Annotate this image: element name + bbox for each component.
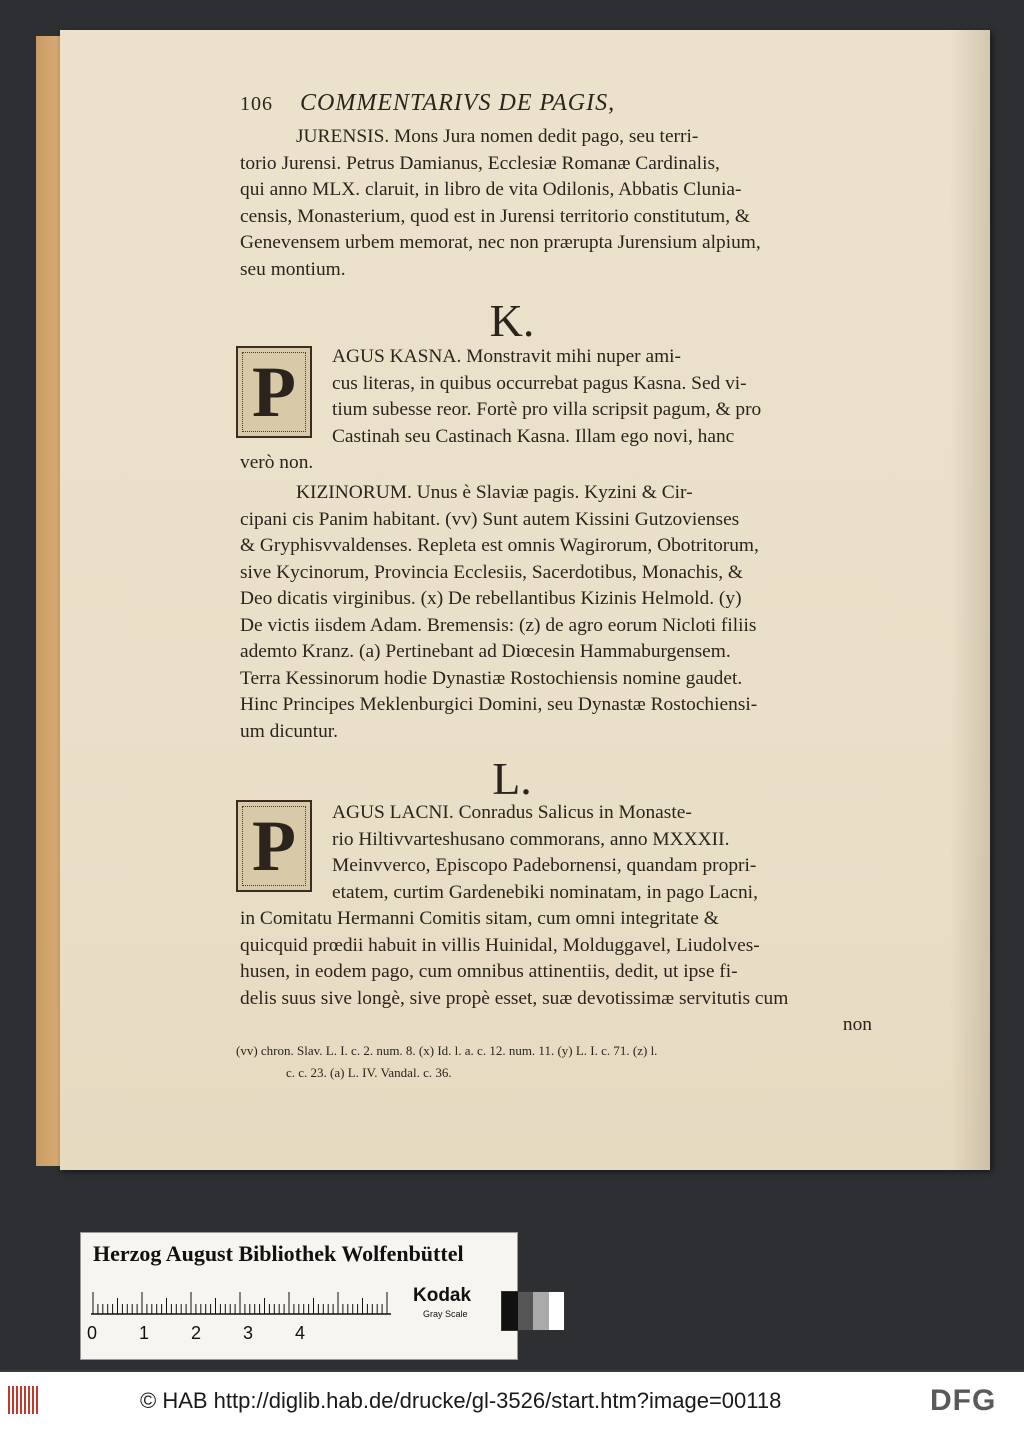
running-header — [240, 90, 900, 117]
gray-patch — [518, 1292, 534, 1330]
text-line: husen, in eodem pago, cum omnibus attinentiis, dedit, ut ipse fi- — [240, 961, 738, 982]
text-line: torio Jurensi. Petrus Damianus, Ecclesiæ Romanæ Cardinalis, — [240, 152, 720, 174]
text-line: qui anno MLX. claruit, in libro de vita Odilonis, Abbatis Clunia- — [240, 179, 742, 200]
text-line: in Comitatu Hermanni Comitis sitam, cum omni integritate & — [240, 908, 719, 929]
section-heading-k: K. — [489, 295, 535, 346]
ruler-number: 1 — [139, 1323, 150, 1343]
text-line: quicquid prœdii habuit in villis Huinidal, Molduggavel, Liudolves- — [240, 934, 760, 956]
text-line: um dicuntur. — [240, 720, 339, 742]
text-line: etatem, curtim Gardenebiki nominatam, in pago Lacni, — [332, 881, 758, 903]
text-line: rio Hiltivvarteshusano commorans, anno MXXXII. — [332, 828, 730, 850]
text-line: seu montium. — [240, 258, 346, 280]
text-line: delis suus sive longè, sive propè esset, suæ devotissimæ servitutis cum — [240, 987, 789, 1009]
gray-patch — [533, 1292, 549, 1330]
text-line: ademto Kranz. (a) Pertinebant ad Diœcesin Hammaburgensem. — [240, 641, 731, 662]
gray-patch — [549, 1292, 565, 1330]
ruler-number: 2 — [191, 1323, 202, 1343]
footnotes — [236, 1040, 886, 1084]
paragraph-kizinorum — [240, 480, 880, 745]
text-line: JURENSIS. Mons Jura nomen dedit pago, seu terri- — [296, 126, 699, 147]
text-line: Castinah seu Castinach Kasna. Illam ego novi, hanc — [332, 425, 735, 447]
gray-patch — [502, 1292, 518, 1330]
decorated-initial-p: P — [236, 800, 312, 892]
text-line: Deo dicatis virginibus. (x) De rebellantibus Kizinis Helmold. (y) — [240, 588, 742, 609]
decorated-initial-p: P — [236, 346, 312, 438]
footer-copyright-link[interactable]: © HAB http://diglib.hab.de/drucke/gl-3526/start.htm?image=00118 — [140, 1388, 782, 1413]
section-heading-l: L. — [492, 753, 532, 804]
ruler-number: 0 — [87, 1323, 98, 1343]
running-head-title: COMMENTARIVS DE PAGIS, — [300, 90, 616, 116]
text-line: AGUS KASNA. Monstravit mihi nuper ami- — [332, 346, 682, 367]
paragraph-lacni — [240, 800, 880, 1039]
institution-name: Herzog August Bibliothek Wolfenbüttel — [93, 1241, 464, 1266]
catchword: non — [842, 1014, 872, 1035]
page-gutter-shadow — [950, 30, 990, 1170]
measurement-ruler — [91, 1291, 391, 1315]
footnote-line: c. c. 23. (a) L. IV. Vandal. c. 36. — [286, 1065, 452, 1080]
text-line: cus literas, in quibus occurrebat pagus Kasna. Sed vi- — [332, 372, 747, 394]
text-line: tium subesse reor. Fortè pro villa scripsit pagum, & pro — [332, 399, 762, 420]
ruler-numbers — [87, 1323, 407, 1344]
gray-scale-patches — [501, 1291, 565, 1331]
ruler-number: 4 — [295, 1323, 306, 1343]
footnote-line: (vv) chron. Slav. L. I. c. 2. num. 8. (x) Id. l. a. c. 12. num. 11. (y) L. I. c. 71. (z) l. — [236, 1043, 658, 1058]
text-line: sive Kycinorum, Provincia Ecclesiis, Sacerdotibus, Monachis, & — [240, 561, 743, 583]
library-color-card — [80, 1232, 518, 1360]
dfg-logo: DFG — [930, 1384, 997, 1417]
paragraph-kasna — [240, 344, 880, 477]
hab-barcode-icon — [8, 1386, 42, 1414]
text-line: verò non. — [240, 452, 314, 473]
text-line: Meinvverco, Episcopo Padebornensi, quandam propri- — [332, 855, 757, 876]
text-line: De victis iisdem Adam. Bremensis: (z) de agro eorum Nicloti filiis — [240, 614, 757, 636]
text-line: censis, Monasterium, quod est in Jurensi territorio constitutum, & — [240, 205, 751, 227]
text-line: KIZINORUM. Unus è Slaviæ pagis. Kyzini & Cir- — [296, 482, 693, 503]
kodak-subtitle: Gray Scale — [423, 1309, 468, 1319]
kodak-brand: Kodak — [413, 1285, 472, 1306]
text-line: Hinc Principes Meklenburgici Domini, seu Dynastæ Rostochiensi- — [240, 694, 758, 715]
text-line: & Gryphisvvaldenses. Repleta est omnis Wagirorum, Obotritorum, — [240, 535, 759, 556]
text-line: Terra Kessinorum hodie Dynastiæ Rostochiensis nomine gaudet. — [240, 667, 743, 689]
text-line: AGUS LACNI. Conradus Salicus in Monaste- — [332, 802, 692, 823]
ruler-number: 3 — [243, 1323, 254, 1343]
paragraph-jurensis — [240, 124, 880, 283]
text-line: Genevensem urbem memorat, nec non prærupta Jurensium alpium, — [240, 232, 761, 253]
page-number: 106 — [240, 93, 273, 115]
text-line: cipani cis Panim habitant. (vv) Sunt autem Kissini Gutzovienses — [240, 508, 740, 530]
